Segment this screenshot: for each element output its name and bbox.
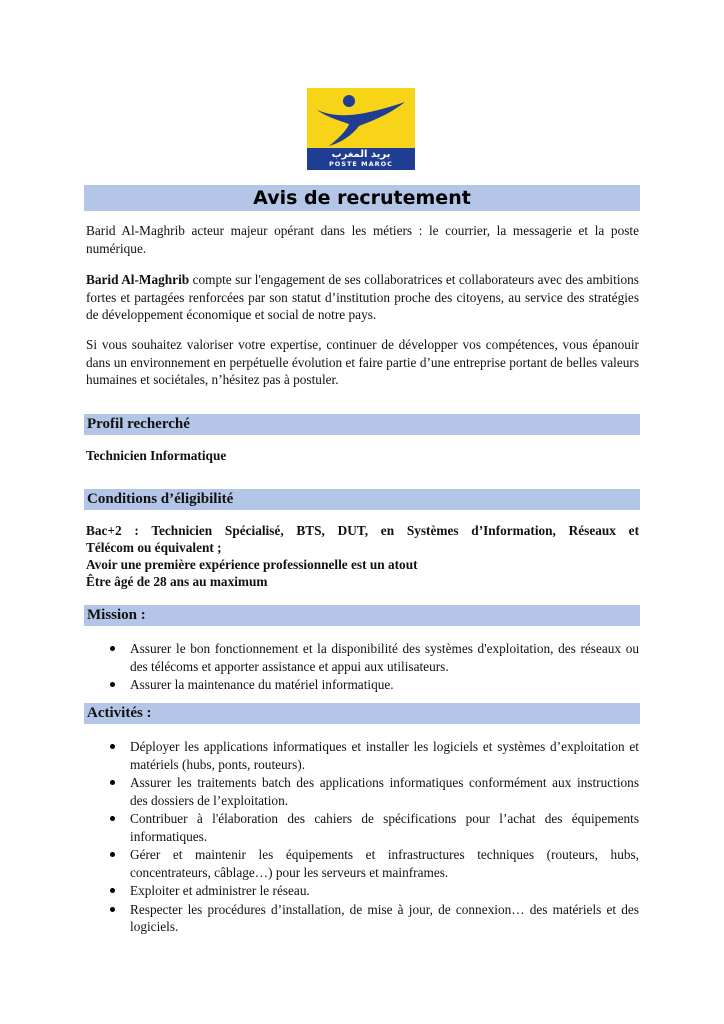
condition-age: Être âgé de 28 ans au maximum <box>86 574 268 589</box>
logo-latin-text: POSTE MAROC <box>329 160 393 168</box>
logo-arabic-text: بريد المغرب <box>331 149 391 160</box>
bullet-icon <box>110 780 115 785</box>
bullet-icon <box>110 646 115 651</box>
list-item-text: Assurer le bon fonctionnement et la disponibilité des systèmes d'exploitation, des réseaux ou des télécoms et apporter assistance et appui aux utilisateurs. <box>130 641 639 674</box>
condition-diploma-cont: Télécom ou équivalent ; <box>86 540 222 555</box>
bullet-icon <box>110 816 115 821</box>
mission-list <box>86 640 639 695</box>
bullet-icon <box>110 852 115 857</box>
intro-paragraph-3: Si vous souhaitez valoriser votre expertise, continuer de développer vos compétences, vous épanouir dans un environnement en perpétuelle évolution et faire partie d’une entreprise portant de belles valeurs humaines et sociétales, n’hésitez pas à postuler. <box>86 337 639 387</box>
list-item <box>86 640 639 675</box>
list-item-text: Exploiter et administrer le réseau. <box>130 883 310 898</box>
list-item <box>86 901 639 936</box>
bullet-icon <box>110 744 115 749</box>
profile-value: Technicien Informatique <box>86 448 227 463</box>
list-item-text: Déployer les applications informatiques et installer les logiciels et systèmes d’exploitation et matériels (hubs, ponts, routeurs). <box>130 739 639 772</box>
list-item-text: Gérer et maintenir les équipements et infrastructures techniques (routeurs, hubs, concentrateurs, câblage…) pour les serveurs et mainframes. <box>130 847 639 880</box>
list-item <box>86 676 639 694</box>
company-name: Barid Al-Maghrib <box>86 272 190 287</box>
list-item-text: Assurer les traitements batch des applications informatiques conformément aux instructions des dossiers de l’exploitation. <box>130 775 639 808</box>
list-item-text: Assurer la maintenance du matériel informatique. <box>130 677 394 692</box>
bullet-icon <box>110 682 115 687</box>
intro-paragraph-1: Barid Al-Maghrib acteur majeur opérant dans les métiers : le courrier, la messagerie et la poste numérique. <box>86 223 639 256</box>
list-item <box>86 774 639 809</box>
condition-diploma: Bac+2 : Technicien Spécialisé, BTS, DUT, en Systèmes d’Information, Réseaux et <box>86 523 639 538</box>
barid-al-maghrib-logo <box>307 88 415 170</box>
bullet-icon <box>110 888 115 893</box>
activites-list <box>86 738 639 937</box>
list-item <box>86 810 639 845</box>
list-item <box>86 738 639 773</box>
postal-figure-icon <box>307 88 415 150</box>
intro-paragraph-2-text: compte sur l'engagement de ses collaboratrices et collaborateurs avec des ambitions fortes et partagées renforcées par son statut d’institution proche des citoyens, au service des stratégies de développement économique et social de notre pays. <box>86 272 639 322</box>
logo-strip <box>307 148 415 170</box>
intro-paragraph-2 <box>86 271 639 324</box>
section-heading-activites: Activités : <box>84 703 640 724</box>
bullet-icon <box>110 907 115 912</box>
list-item-text: Respecter les procédures d’installation, de mise à jour, de connexion… des matériels et des logiciels. <box>130 901 639 934</box>
section-heading-profil: Profil recherché <box>84 414 640 435</box>
section-heading-conditions: Conditions d’éligibilité <box>84 489 640 510</box>
list-item-text: Contribuer à l'élaboration des cahiers de spécifications pour l’achat des équipements informatiques. <box>130 811 639 844</box>
list-item <box>86 882 639 900</box>
conditions-block <box>86 522 639 590</box>
page-title: Avis de recrutement <box>84 185 640 211</box>
list-item <box>86 846 639 881</box>
section-heading-mission: Mission : <box>84 605 640 626</box>
condition-experience: Avoir une première expérience professionnelle est un atout <box>86 557 418 572</box>
